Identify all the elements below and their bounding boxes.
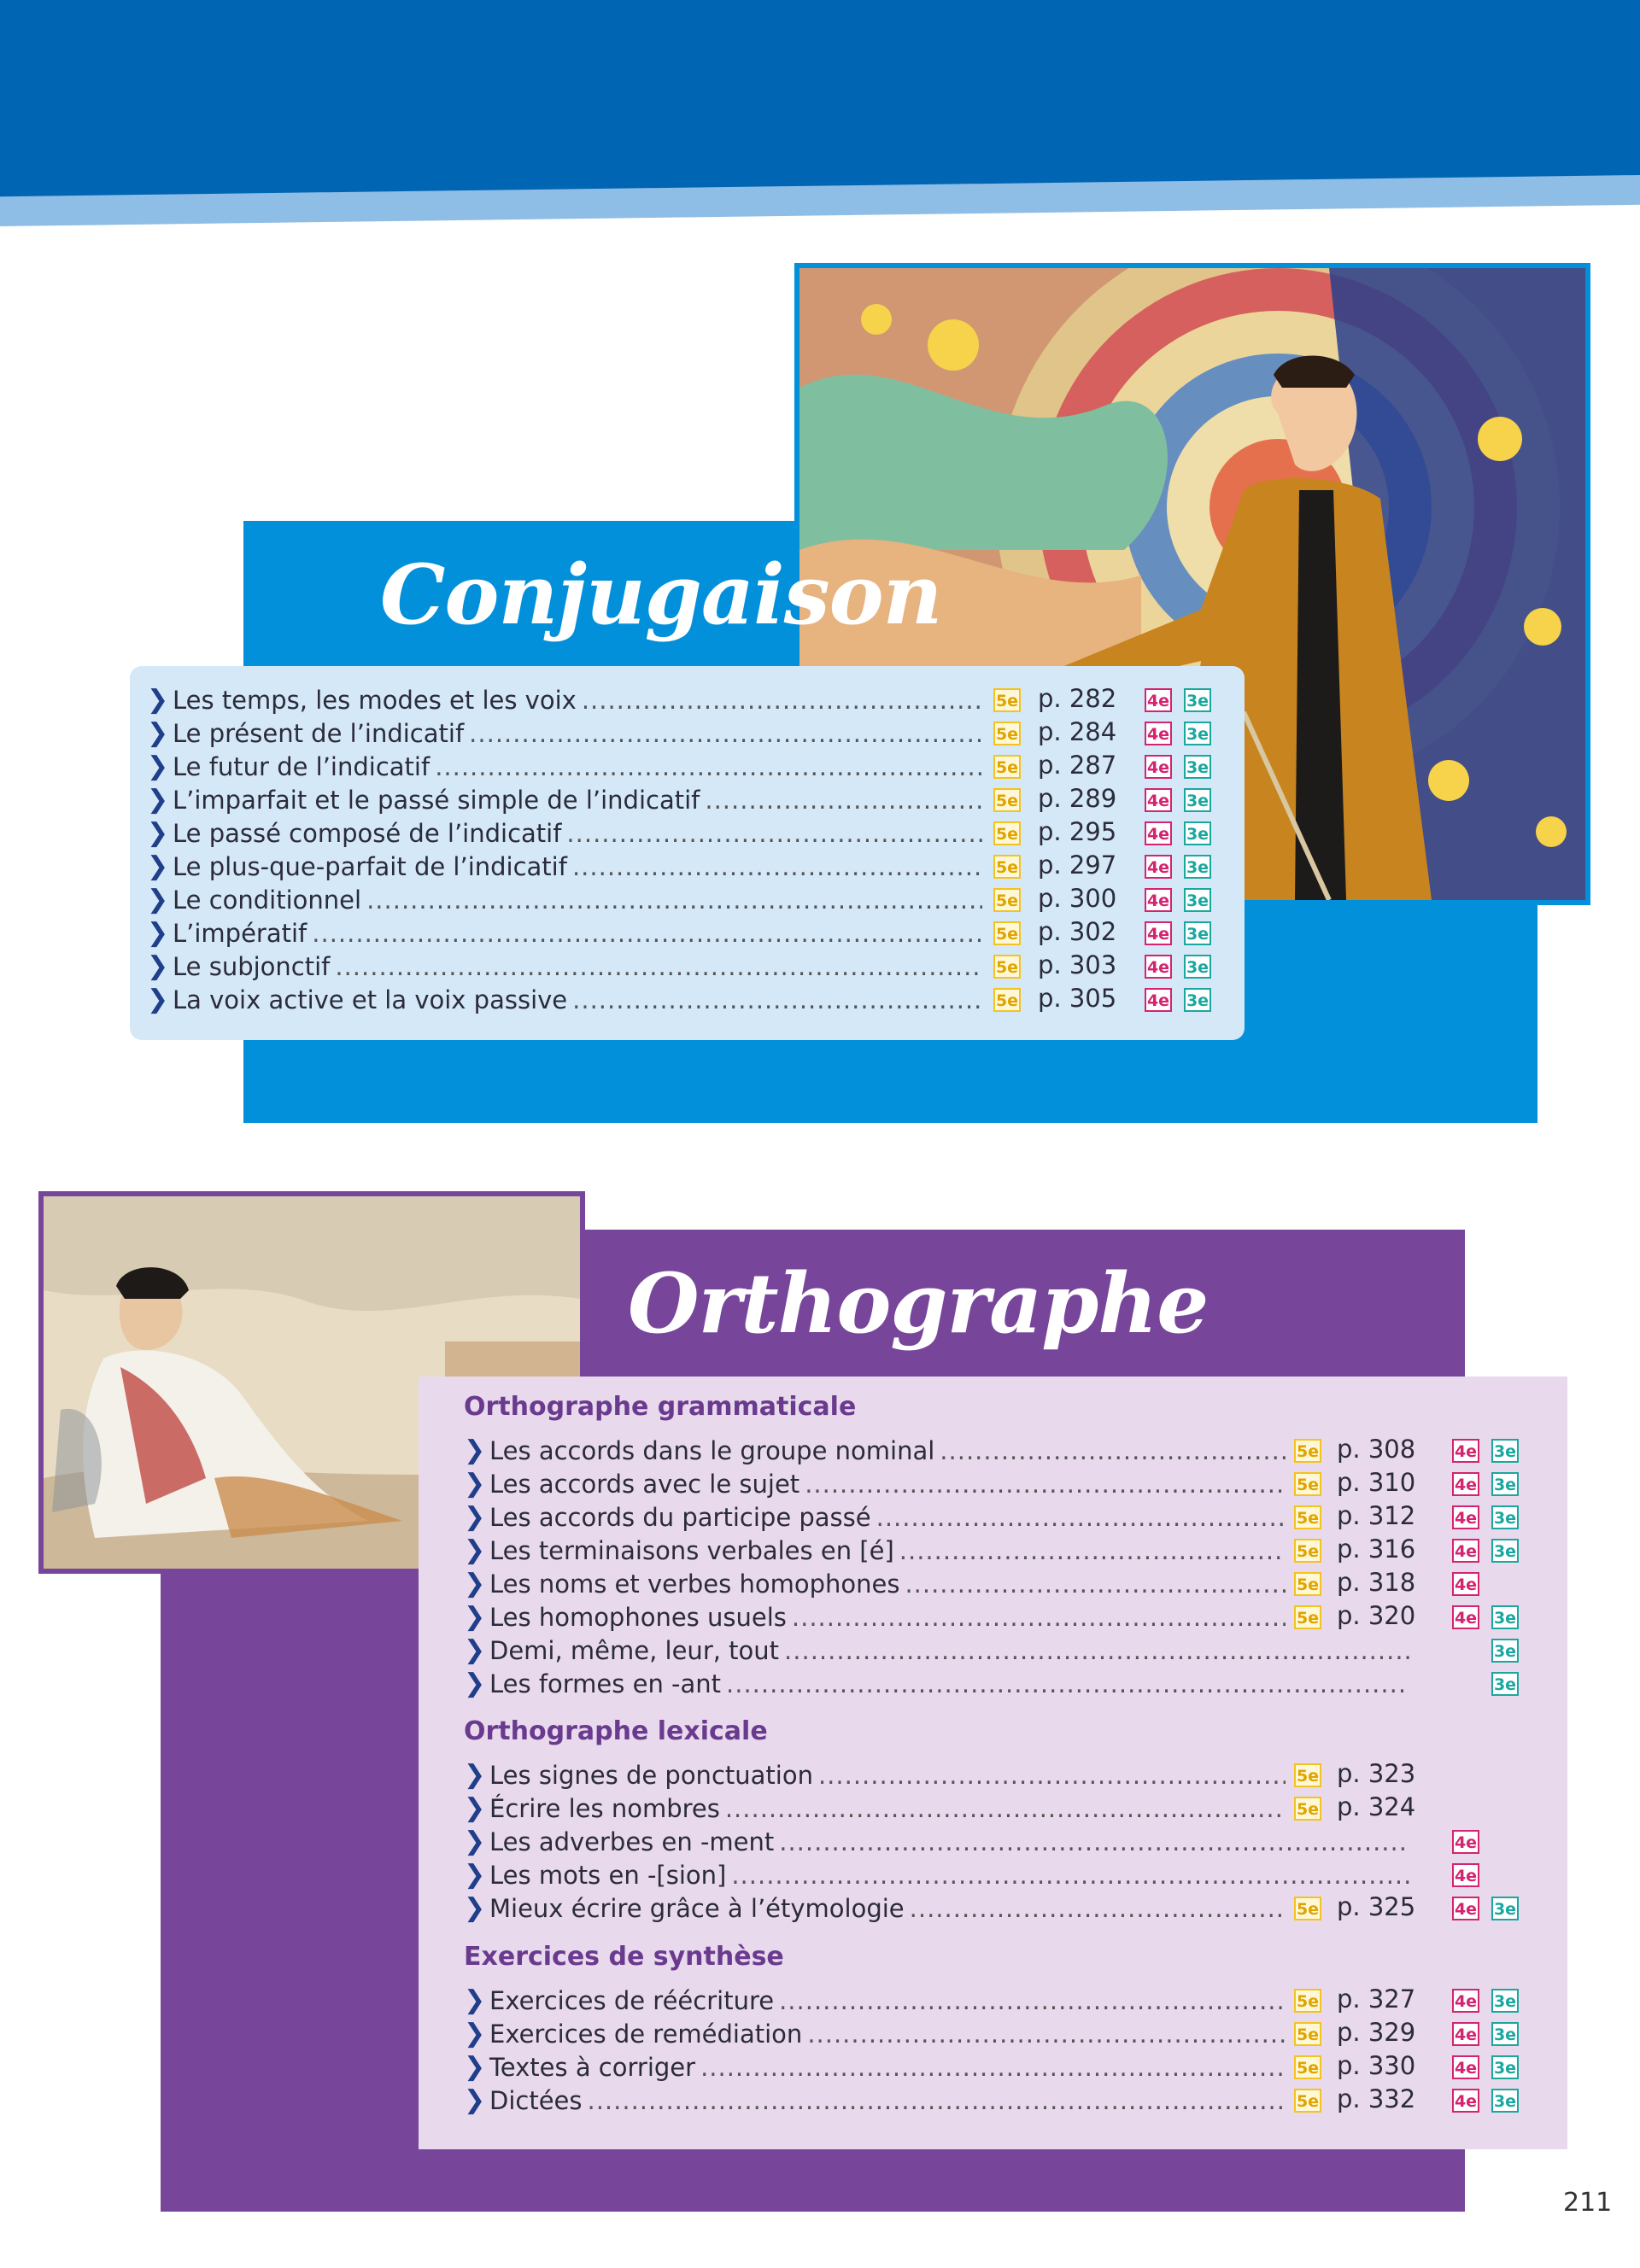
toc-row[interactable] — [147, 850, 982, 883]
level-3e-badge: 3e — [1491, 2022, 1519, 2046]
toc-item-label[interactable]: Les temps, les modes et les voix — [173, 686, 577, 715]
chevron-right-icon: ❯ — [464, 1435, 486, 1465]
level-5e-badge: 5e — [1294, 1505, 1321, 1529]
toc-item-label[interactable]: Mieux écrire grâce à l’étymologie — [489, 1894, 905, 1923]
toc-row[interactable] — [464, 1501, 1286, 1534]
toc-page-ref[interactable]: p. 316 — [1337, 1534, 1416, 1564]
toc-item-label[interactable]: Les signes de ponctuation — [489, 1761, 813, 1790]
chevron-right-icon: ❯ — [464, 1827, 486, 1856]
toc-page-ref[interactable]: p. 320 — [1337, 1601, 1416, 1630]
level-4e-badge: 4e — [1145, 688, 1172, 712]
toc-item-label[interactable]: Les mots en -[sion] — [489, 1861, 727, 1890]
chevron-right-icon: ❯ — [464, 1502, 486, 1532]
chevron-right-icon: ❯ — [147, 918, 169, 948]
toc-item-label[interactable]: Écrire les nombres — [489, 1794, 720, 1823]
level-5e-badge: 5e — [993, 722, 1021, 745]
toc-page-ref[interactable]: p. 327 — [1337, 1984, 1416, 2014]
chevron-right-icon: ❯ — [464, 1635, 486, 1665]
level-5e-badge: 5e — [993, 988, 1021, 1012]
toc-item-label[interactable]: Le conditionnel — [173, 886, 362, 915]
toc-row[interactable] — [464, 1634, 1409, 1667]
top-banner — [0, 0, 1640, 201]
leader-dots — [588, 2084, 1286, 2117]
level-4e-badge: 4e — [1452, 1472, 1479, 1496]
level-4e-badge: 4e — [1452, 1863, 1479, 1887]
chevron-right-icon: ❯ — [147, 751, 169, 781]
chevron-right-icon: ❯ — [147, 785, 169, 815]
toc-page-ref[interactable]: p. 329 — [1337, 2018, 1416, 2047]
toc-page-ref[interactable]: p. 303 — [1038, 950, 1117, 979]
leader-dots — [312, 917, 982, 950]
level-4e-badge: 4e — [1145, 722, 1172, 745]
level-3e-badge: 3e — [1184, 955, 1211, 979]
chevron-right-icon: ❯ — [464, 1569, 486, 1599]
toc-item-label[interactable]: Les accords du participe passé — [489, 1503, 871, 1532]
level-5e-badge: 5e — [1294, 2089, 1321, 2113]
leader-dots — [910, 1892, 1286, 1925]
leader-dots — [335, 950, 982, 983]
toc-item-label[interactable]: Dictées — [489, 2086, 583, 2115]
toc-item-label[interactable]: Le futur de l’indicatif — [173, 752, 430, 781]
toc-page-ref[interactable]: p. 318 — [1337, 1568, 1416, 1597]
toc-page-ref[interactable]: p. 330 — [1337, 2051, 1416, 2080]
level-4e-badge: 4e — [1145, 888, 1172, 912]
chevron-right-icon: ❯ — [147, 851, 169, 881]
chevron-right-icon: ❯ — [464, 1535, 486, 1565]
toc-row[interactable] — [464, 1534, 1286, 1567]
level-5e-badge: 5e — [1294, 1763, 1321, 1787]
level-3e-badge: 3e — [1491, 1539, 1519, 1563]
level-5e-badge: 5e — [993, 755, 1021, 779]
page-number: 211 — [1563, 2188, 1613, 2218]
leader-dots — [805, 1468, 1286, 1500]
toc-page-ref[interactable]: p. 282 — [1038, 684, 1117, 713]
toc-row[interactable] — [147, 684, 982, 716]
level-5e-badge: 5e — [993, 921, 1021, 945]
toc-row[interactable] — [464, 2084, 1286, 2117]
level-4e-badge: 4e — [1452, 1989, 1479, 2013]
level-4e-badge: 4e — [1145, 921, 1172, 945]
toc-item-label[interactable]: Exercices de remédiation — [489, 2020, 803, 2049]
level-5e-badge: 5e — [1294, 1572, 1321, 1596]
level-5e-badge: 5e — [1294, 1897, 1321, 1920]
toc-item-label[interactable]: Demi, même, leur, tout — [489, 1636, 780, 1665]
toc-page-ref[interactable]: p. 305 — [1038, 984, 1117, 1013]
level-3e-badge: 3e — [1491, 1505, 1519, 1529]
level-3e-badge: 3e — [1184, 788, 1211, 812]
level-4e-badge: 4e — [1452, 2089, 1479, 2113]
toc-page-ref[interactable]: p. 284 — [1038, 717, 1117, 746]
leader-dots — [818, 1759, 1286, 1792]
toc-page-ref[interactable]: p. 325 — [1337, 1892, 1416, 1921]
chevron-right-icon: ❯ — [147, 718, 169, 748]
level-5e-badge: 5e — [993, 855, 1021, 879]
level-5e-badge: 5e — [1294, 1989, 1321, 2013]
toc-section-heading: Orthographe lexicale — [464, 1716, 768, 1746]
leader-dots — [469, 717, 982, 750]
level-3e-badge: 3e — [1184, 921, 1211, 945]
chevron-right-icon: ❯ — [464, 1793, 486, 1823]
toc-row[interactable] — [464, 1792, 1286, 1825]
toc-item-label[interactable]: Les homophones usuels — [489, 1603, 787, 1632]
toc-row[interactable] — [464, 1568, 1286, 1600]
level-4e-badge: 4e — [1452, 1830, 1479, 1854]
toc-row[interactable] — [147, 917, 982, 950]
level-4e-badge: 4e — [1452, 1605, 1479, 1629]
leader-dots — [725, 1792, 1286, 1825]
leader-dots — [784, 1634, 1409, 1667]
leader-dots — [940, 1435, 1286, 1467]
level-3e-badge: 3e — [1184, 988, 1211, 1012]
toc-page-ref[interactable]: p. 323 — [1337, 1759, 1416, 1788]
toc-item-label[interactable]: Le passé composé de l’indicatif — [173, 819, 562, 848]
level-3e-badge: 3e — [1184, 888, 1211, 912]
toc-item-label[interactable]: Les formes en -ant — [489, 1669, 722, 1698]
toc-page-ref[interactable]: p. 300 — [1038, 884, 1117, 913]
leader-dots — [582, 684, 982, 716]
leader-dots — [792, 1601, 1286, 1634]
leader-dots — [876, 1501, 1286, 1534]
level-5e-badge: 5e — [1294, 1439, 1321, 1463]
toc-item-label[interactable]: L’imparfait et le passé simple de l’indicatif — [173, 786, 700, 815]
level-5e-badge: 5e — [1294, 1539, 1321, 1563]
level-4e-badge: 4e — [1452, 1572, 1479, 1596]
level-3e-badge: 3e — [1491, 1989, 1519, 2013]
toc-page-ref[interactable]: p. 332 — [1337, 2084, 1416, 2113]
toc-row[interactable] — [464, 1892, 1286, 1925]
leader-dots — [726, 1668, 1409, 1700]
chevron-right-icon: ❯ — [147, 985, 169, 1014]
chevron-right-icon: ❯ — [147, 885, 169, 915]
level-4e-badge: 4e — [1452, 2022, 1479, 2046]
level-3e-badge: 3e — [1184, 821, 1211, 845]
leader-dots — [905, 1568, 1286, 1600]
leader-dots — [705, 784, 982, 816]
toc-row[interactable] — [464, 1468, 1286, 1500]
toc-row[interactable] — [464, 1759, 1286, 1792]
leader-dots — [779, 1984, 1286, 2017]
level-4e-badge: 4e — [1452, 1439, 1479, 1463]
leader-dots — [807, 2018, 1286, 2050]
toc-section-heading: Orthographe grammaticale — [464, 1392, 857, 1422]
level-5e-badge: 5e — [993, 688, 1021, 712]
toc-page-ref[interactable]: p. 308 — [1337, 1435, 1416, 1464]
level-5e-badge: 5e — [993, 955, 1021, 979]
chevron-right-icon: ❯ — [464, 1469, 486, 1499]
level-4e-badge: 4e — [1145, 755, 1172, 779]
toc-page-ref[interactable]: p. 312 — [1337, 1501, 1416, 1530]
level-4e-badge: 4e — [1145, 855, 1172, 879]
toc-page-ref[interactable]: p. 310 — [1337, 1468, 1416, 1497]
leader-dots — [779, 1826, 1409, 1858]
leader-dots — [566, 817, 982, 850]
chevron-right-icon: ❯ — [464, 1985, 486, 2015]
leader-dots — [899, 1534, 1286, 1567]
toc-row[interactable] — [464, 2018, 1286, 2050]
level-4e-badge: 4e — [1145, 788, 1172, 812]
orthographe-title: Orthographe — [628, 1255, 1209, 1352]
toc-item-label[interactable]: La voix active et la voix passive — [173, 985, 568, 1014]
toc-page-ref[interactable]: p. 289 — [1038, 784, 1117, 813]
leader-dots — [366, 884, 982, 916]
chevron-right-icon: ❯ — [464, 2052, 486, 2082]
chevron-right-icon: ❯ — [464, 1602, 486, 1632]
level-3e-badge: 3e — [1184, 722, 1211, 745]
toc-item-label[interactable]: Les terminaisons verbales en [é] — [489, 1536, 894, 1565]
leader-dots — [700, 2051, 1286, 2084]
level-3e-badge: 3e — [1491, 1472, 1519, 1496]
chevron-right-icon: ❯ — [464, 1760, 486, 1790]
toc-page-ref[interactable]: p. 302 — [1038, 917, 1117, 946]
level-3e-badge: 3e — [1491, 1897, 1519, 1920]
level-5e-badge: 5e — [993, 788, 1021, 812]
level-5e-badge: 5e — [1294, 1605, 1321, 1629]
level-4e-badge: 4e — [1145, 988, 1172, 1012]
toc-row[interactable] — [147, 817, 982, 850]
chevron-right-icon: ❯ — [464, 2019, 486, 2049]
level-3e-badge: 3e — [1491, 1439, 1519, 1463]
toc-item-label[interactable]: Les accords dans le groupe nominal — [489, 1436, 935, 1465]
chevron-right-icon: ❯ — [464, 1669, 486, 1698]
leader-dots — [572, 850, 982, 883]
level-3e-badge: 3e — [1184, 688, 1211, 712]
level-5e-badge: 5e — [1294, 1797, 1321, 1821]
level-5e-badge: 5e — [1294, 2055, 1321, 2079]
toc-item-label[interactable]: Les accords avec le sujet — [489, 1470, 800, 1499]
level-4e-badge: 4e — [1452, 1505, 1479, 1529]
chevron-right-icon: ❯ — [147, 818, 169, 848]
toc-item-label[interactable]: Le plus-que-parfait de l’indicatif — [173, 852, 567, 881]
level-3e-badge: 3e — [1491, 1639, 1519, 1663]
toc-page-ref[interactable]: p. 287 — [1038, 751, 1117, 780]
toc-row[interactable] — [464, 2051, 1286, 2084]
level-3e-badge: 3e — [1491, 2089, 1519, 2113]
level-5e-badge: 5e — [1294, 2022, 1321, 2046]
level-3e-badge: 3e — [1184, 855, 1211, 879]
toc-item-label[interactable]: Les noms et verbes homophones — [489, 1569, 900, 1599]
toc-item-label[interactable]: Exercices de réécriture — [489, 1986, 775, 2015]
toc-item-label[interactable]: Les adverbes en -ment — [489, 1827, 775, 1856]
level-3e-badge: 3e — [1491, 2055, 1519, 2079]
toc-row[interactable] — [464, 1984, 1286, 2017]
toc-page-ref[interactable]: p. 295 — [1038, 817, 1117, 846]
level-5e-badge: 5e — [993, 821, 1021, 845]
chevron-right-icon: ❯ — [464, 1860, 486, 1890]
toc-row[interactable] — [147, 751, 982, 783]
leader-dots — [731, 1859, 1409, 1891]
toc-row[interactable] — [147, 717, 982, 750]
toc-row[interactable] — [464, 1826, 1409, 1858]
toc-row[interactable] — [147, 984, 982, 1016]
level-4e-badge: 4e — [1452, 1897, 1479, 1920]
level-4e-badge: 4e — [1452, 1539, 1479, 1563]
toc-item-label[interactable]: Textes à corriger — [489, 2053, 696, 2082]
level-4e-badge: 4e — [1452, 2055, 1479, 2079]
chevron-right-icon: ❯ — [147, 951, 169, 981]
level-3e-badge: 3e — [1491, 1672, 1519, 1696]
toc-item-label[interactable]: L’impératif — [173, 919, 308, 948]
toc-row[interactable] — [464, 1601, 1286, 1634]
chevron-right-icon: ❯ — [464, 1893, 486, 1923]
toc-page-ref[interactable]: p. 297 — [1038, 850, 1117, 880]
toc-row[interactable] — [147, 950, 982, 983]
chevron-right-icon: ❯ — [464, 2085, 486, 2115]
conjugaison-title: Conjugaison — [380, 547, 942, 643]
toc-page-ref[interactable]: p. 324 — [1337, 1792, 1416, 1821]
leader-dots — [435, 751, 982, 783]
level-5e-badge: 5e — [993, 888, 1021, 912]
level-3e-badge: 3e — [1184, 755, 1211, 779]
toc-row[interactable] — [464, 1668, 1409, 1700]
toc-row[interactable] — [147, 884, 982, 916]
level-4e-badge: 4e — [1145, 821, 1172, 845]
toc-row[interactable] — [147, 784, 982, 816]
level-3e-badge: 3e — [1491, 1605, 1519, 1629]
level-5e-badge: 5e — [1294, 1472, 1321, 1496]
level-4e-badge: 4e — [1145, 955, 1172, 979]
toc-section-heading: Exercices de synthèse — [464, 1942, 784, 1972]
toc-row[interactable] — [464, 1435, 1286, 1467]
chevron-right-icon: ❯ — [147, 685, 169, 715]
toc-item-label[interactable]: Le présent de l’indicatif — [173, 719, 465, 748]
toc-item-label[interactable]: Le subjonctif — [173, 952, 331, 981]
leader-dots — [572, 984, 982, 1016]
toc-row[interactable] — [464, 1859, 1409, 1891]
